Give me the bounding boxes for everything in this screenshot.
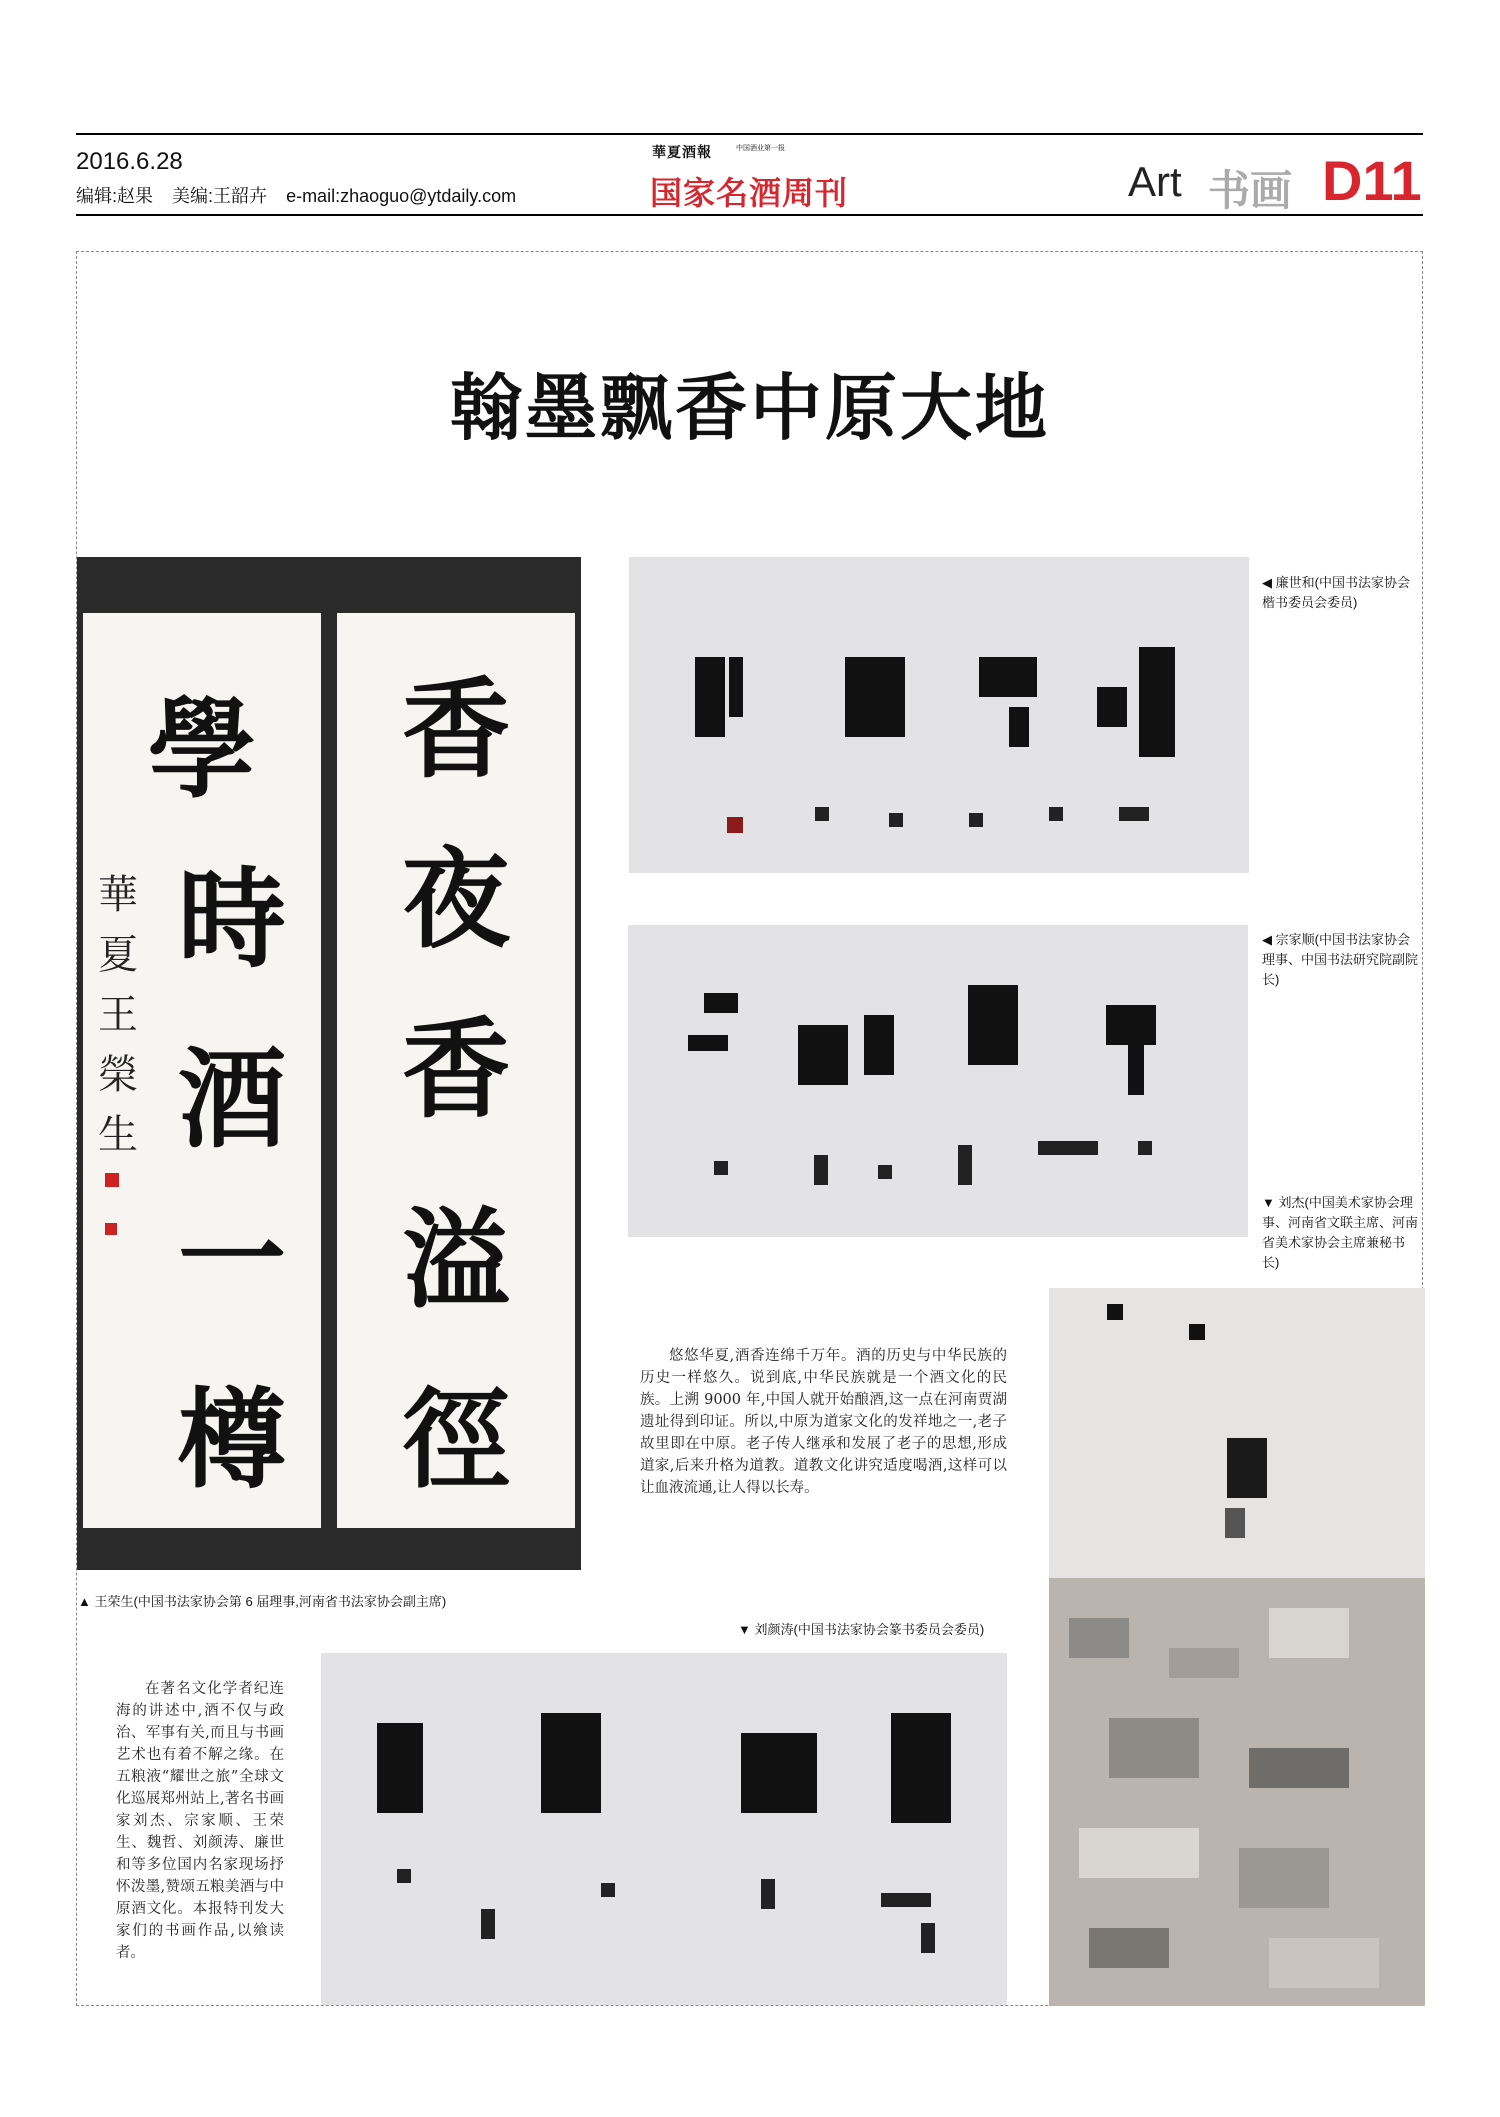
caption-text: 王荣生(中国书法家协会第 6 届理事,河南省书法家协会副主席) [94,1594,447,1609]
caption-liujie [1262,1193,1422,1273]
caption-marker: ◀ [1262,932,1272,947]
credits [76,182,530,208]
article-intro: 在著名文化学者纪连海的讲述中,酒不仅与政治、军事有关,而且与书画艺术也有着不解之缘。在五粮液“耀世之旅”全球文化巡展郑州站上,著名书画家刘杰、宗家顺、王荣生、魏哲、刘颜涛、廉世和等多位国内名家现场抒怀泼墨,赞颂五粮美酒与中原酒文化。本报特刊发大家们的书画作品,以飨读者。 [116,1681,284,1961]
caption-text: 刘杰(中国美术家协会理事、河南省文联主席、河南省美术家协会主席兼秘书长) [1262,1195,1419,1270]
signature-char: 華 [98,872,138,918]
artwork-liujie-painting [1049,1288,1425,2006]
painting-image [1049,1288,1425,2006]
right-scroll-char: 溢 [401,1197,510,1323]
signature-char: 生 [98,1112,138,1158]
signature-char: 夏 [98,932,138,978]
right-scroll [337,613,575,1528]
caption-text: 廉世和(中国书法家协会楷书委员会委员) [1262,575,1410,610]
left-scroll-char: 學 [147,687,256,813]
calligraphy-image [321,1653,1007,2005]
right-scroll-char: 香 [401,1007,510,1133]
caption-text: 宗家顺(中国书法家协会理事、中国书法研究院副院长) [1262,932,1419,987]
right-scroll-char: 香 [401,667,510,793]
caption-marker: ▼ [738,1622,751,1637]
left-scroll-char: 時 [177,857,286,983]
left-scroll-char: 樽 [177,1377,286,1503]
calligraphy-image [628,925,1248,1237]
couplet-artwork [77,557,581,1570]
email-credit[interactable]: e-mail:zhaoguo@ytdaily.com [286,186,517,206]
right-scroll-char: 徑 [401,1377,510,1503]
caption-text: 刘颜涛(中国书法家协会篆书委员会委员) [754,1622,985,1637]
left-scroll-char: 酒 [177,1037,286,1163]
designer-credit: 美编:王韶卉 [172,186,268,206]
header-bottom-rule [76,214,1423,216]
artwork-zong [628,925,1248,1237]
caption-marker: ◀ [1262,575,1272,590]
caption-marker: ▲ [78,1594,91,1609]
section-name-cn: 书画 [1208,167,1293,214]
headline: 翰墨飘香中原大地 [449,365,1050,450]
article-main: 悠悠华夏,酒香连绵千万年。酒的历史与中华民族的历史一样悠久。说到底,中华民族就是一个酒文化的民族。上溯 9000 年,中国人就开始酿酒,这一点在河南贾湖遗址得到印证。所以,中原为道家文化的发祥地之一,老子故里即在中原。老子传人继承和发展了老子的思想,形成道家,后来升格为道教。道教文化讲究适度喝酒,这样可以让血液流通,让人得以长寿。 [640,1348,1007,1496]
page-number: D11 [1322,149,1422,212]
section-name-en: Art [1128,158,1182,205]
artwork-lian [629,557,1249,873]
right-scroll-char: 夜 [401,837,510,963]
caption-liuyantao [738,1620,1018,1640]
artwork-liuyantao [321,1653,1007,2005]
signature-char: 榮 [98,1052,138,1098]
caption-lian [1262,573,1422,613]
masthead-logo-text: 華夏酒報 [652,145,712,161]
left-scroll-char: 一 [177,1197,286,1323]
calligraphy-image [629,557,1249,873]
left-scroll [83,613,321,1528]
caption-zong [1262,930,1422,990]
editor-credit: 编辑:赵果 [76,186,154,206]
masthead-slogan: 中国酒业第一报 [736,145,785,152]
red-seal [105,1223,117,1235]
issue-date: 2016.6.28 [76,148,183,175]
caption-marker: ▼ [1262,1195,1275,1210]
header-top-rule [76,133,1423,135]
red-seal [105,1173,119,1187]
couplet-caption [78,1592,598,1612]
signature-char: 王 [98,992,138,1038]
masthead-title: 国家名酒周刊 [650,175,849,211]
